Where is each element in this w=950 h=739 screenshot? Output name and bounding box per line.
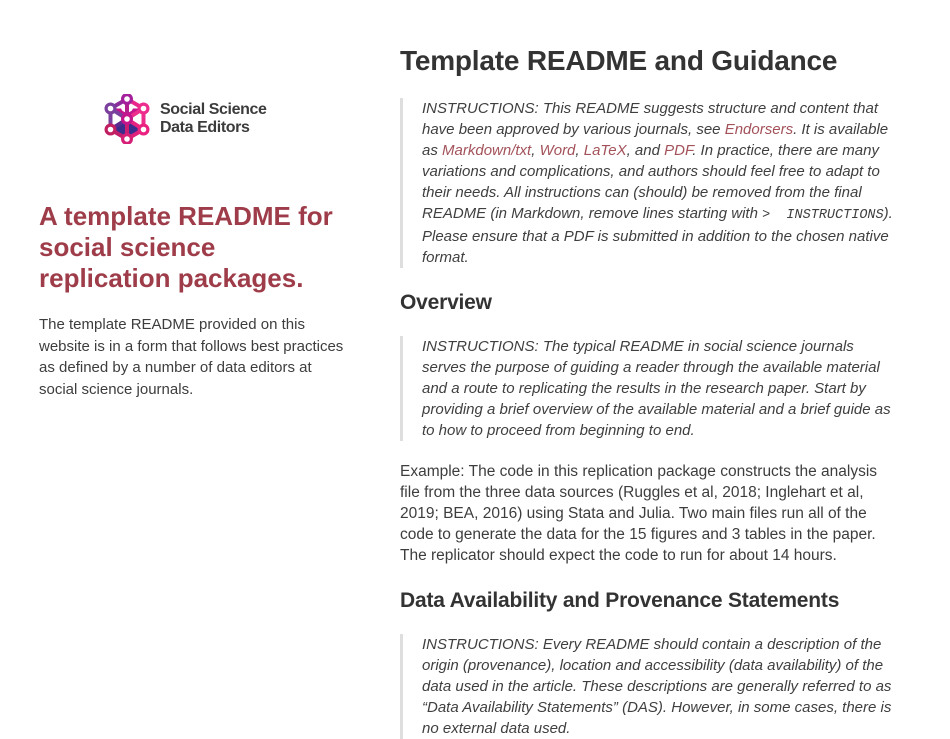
page-title: Template README and Guidance	[400, 45, 838, 76]
network-hexagon-logo-icon	[103, 94, 151, 144]
markdown-txt-link[interactable]: Markdown/txt	[442, 142, 532, 159]
intro-text: . In practice, there are many variations and complications, and authors should feel free to adapt to their needs. All instructions can (should) be removed from the final README (in Markdown, remove lines starting with	[422, 142, 880, 222]
intro-instructions-blockquote	[400, 98, 897, 268]
sidebar	[0, 0, 345, 681]
intro-text: ,	[531, 142, 540, 159]
section-heading-data-availability: Data Availability and Provenance Statements	[400, 589, 840, 612]
data-availability-instructions-blockquote: INSTRUCTIONS: Every README should contain a description of the origin (provenance), location and accessibility (data availability) of the data used in the article. These descriptions are generally referred to as “Data Availability Statements” (DAS). However, in some cases, there is no external data used.	[400, 634, 897, 739]
word-link[interactable]: Word	[539, 142, 576, 159]
intro-text: ). Please ensure that a PDF is submitted in addition to the chosen native format.	[422, 205, 893, 266]
intro-text: , and	[626, 142, 665, 159]
intro-text: . It is available as	[422, 121, 889, 159]
sidebar-description: The template README provided on this website is in a form that follows best practices as defined by a number of data editors at social science journals.	[39, 316, 344, 398]
main-content	[400, 0, 897, 737]
intro-text: ,	[575, 142, 584, 159]
latex-link[interactable]: LaTeX	[583, 142, 627, 159]
section-heading-overview: Overview	[400, 291, 492, 314]
instructions-inline-code: > INSTRUCTIONS	[762, 208, 884, 223]
intro-text: INSTRUCTIONS: This README suggests structure and content that have been approved by various journals, see	[422, 100, 878, 138]
logo-text-line2: Data Editors	[160, 119, 250, 136]
example-paragraph: Example: The code in this replication package constructs the analysis file from the three data sources (Ruggles et al, 2018; Inglehart et al, 2019; BEA, 2016) using Stata and Julia. Two main files run all of the code to generate the data for the 15 figures and 3 tables in the paper. The replicator should expect the code to run for about 14 hours.	[400, 463, 878, 564]
overview-instructions-blockquote: INSTRUCTIONS: The typical README in social science journals serves the purpose of guiding a reader through the available material and a route to replicating the results in the research paper. Start by providing a brief overview of the available material and a brief guide as to how to proceed from beginning to end.	[400, 336, 897, 441]
logo-text-line1: Social Science	[160, 101, 267, 118]
logo-text	[160, 101, 266, 137]
endorsers-link[interactable]: Endorsers	[724, 121, 794, 138]
pdf-link[interactable]: PDF	[664, 142, 693, 159]
sidebar-title: A template README for social science replication packages.	[39, 201, 333, 293]
site-logo-link[interactable]	[103, 94, 345, 144]
